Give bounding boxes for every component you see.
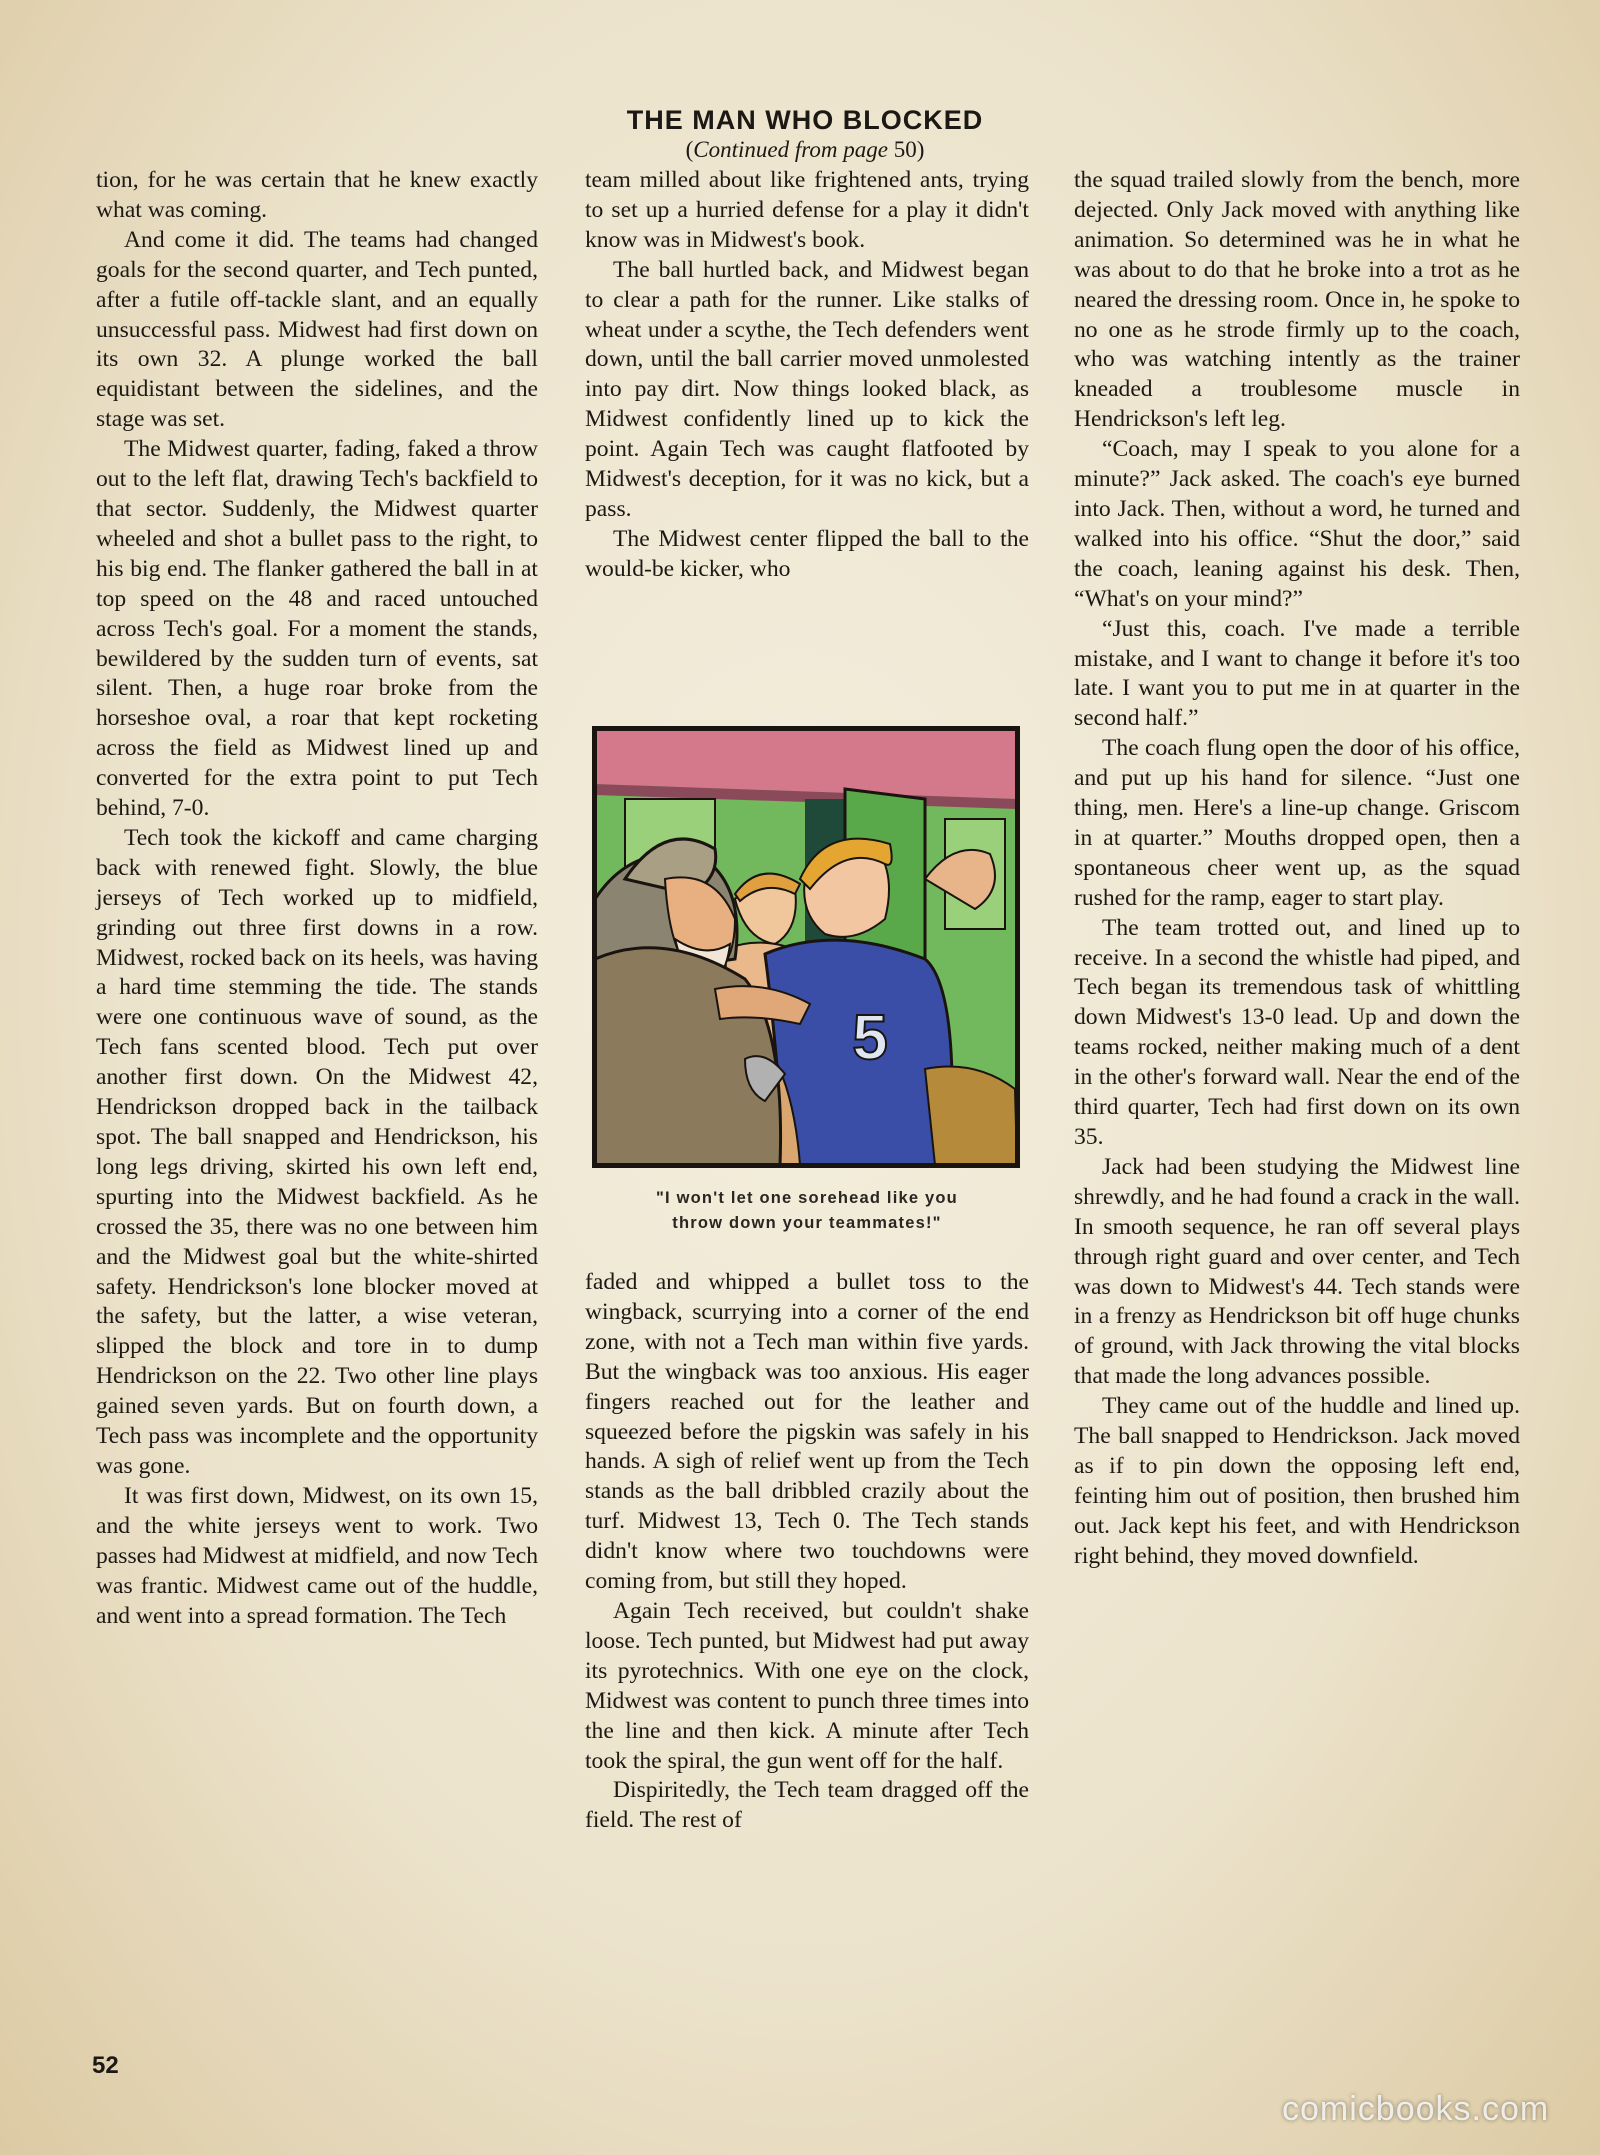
illustration-caption	[585, 1186, 1029, 1236]
paragraph: Tech took the kickoff and came charging back with renewed fight. Slowly, the blue jerseys of Tech worked up to midfield, grinding out three first downs in a row. Midwest, rocked back on its heels, was having a hard time stemming the tide. The stands were one continuous wave of sound, as the Tech fans scented blood. Tech put over another first down. On the Midwest 42, Hendrickson dropped back in the tailback spot. The ball snapped and Hendrickson, his long legs driving, skirted his own left end, spurting into the Midwest backfield. As he crossed the 35, there was no one between him and the Midwest goal but the white-shirted safety. Hendrickson's lone blocker moved at the safety, but the latter, a wise veteran, slipped the block and tore in to dump Hendrickson on the 22. Two other line plays gained seven yards. But on fourth down, a Tech pass was incomplete and the opportunity was gone.	[96, 824, 538, 1479]
text-column-right	[1074, 166, 1520, 1572]
text-column-middle-bottom	[585, 1268, 1029, 1836]
caption-line-1: "I won't let one sorehead like you	[656, 1189, 958, 1207]
paragraph: Dispiritedly, the Tech team dragged off the field. The rest of	[585, 1777, 1029, 1834]
article-title: THE MAN WHO BLOCKED	[626, 105, 984, 135]
illustration-art	[595, 729, 1017, 1165]
paragraph: The team trotted out, and lined up to receive. In a second the whistle had piped, and Tech began its tremendous task of whittling down Midwest's 13-0 lead. Up and down the teams rocked, neither making much of a dent in the other's forward wall. Near the end of the third quarter, Tech had first down on its own 35.	[1074, 914, 1520, 1150]
paragraph: They came out of the huddle and lined up. The ball snapped to Hendrickson. Jack moved as if to pin down the opposing left end, feinting him out of position, then brushed him out. Jack kept his feet, and with Hendrickson right behind, they moved downfield.	[1074, 1393, 1520, 1569]
continued-page: 50)	[887, 137, 925, 162]
paragraph: Again Tech received, but couldn't shake loose. Tech punted, but Midwest had put away its pyrotechnics. With one eye on the clock, Midwest was content to punch three times into the line and then kick. A minute after Tech took the spiral, the gun went off for the half.	[585, 1597, 1029, 1774]
caption-line-2: throw down your teammates!"	[672, 1214, 942, 1232]
continued-label: Continued from page	[693, 137, 888, 162]
paragraph: And come it did. The teams had changed goals for the second quarter, and Tech punted, after a futile off-tackle slant, and an equally unsuccessful pass. Midwest had first down on its own 32. A plunge worked the ball equidistant between the sidelines, and the stage was set.	[96, 226, 538, 433]
text-column-left	[96, 166, 538, 1631]
paragraph: The coach flung open the door of his office, and put up his hand for silence. “Just one thing, men. Here's a line-up change. Griscom in at quarter.” Mouths dropped open, then a spontaneous cheer went up, as the squad rushed for the ramp, eager to start play.	[1074, 735, 1520, 911]
paragraph: “Coach, may I speak to you alone for a minute?” Jack asked. The coach's eye burned into Jack. Then, without a word, he turned and walked into his office. “Shut the door,” said the coach, leaning against his desk. Then, “What's on your mind?”	[1074, 436, 1520, 612]
paragraph: The Midwest center flipped the ball to the would-be kicker, who	[585, 525, 1029, 582]
paragraph: It was first down, Midwest, on its own 15, and the white jerseys went to work. Two passes had Midwest at midfield, and now Tech was frantic. Midwest came out of the huddle, and went into a spread formation. The Tech	[96, 1482, 538, 1629]
paragraph: The ball hurtled back, and Midwest began to clear a path for the runner. Like stalks of wheat under a scythe, the Tech defenders went down, until the ball carrier moved unmolested into pay dirt. Now things looked black, as Midwest confidently lined up to kick the point. Again Tech was caught flatfooted by Midwest's deception, for it was no kick, but a pass.	[585, 256, 1029, 522]
text-column-middle-top	[585, 166, 1029, 585]
continued-open: (	[685, 137, 694, 162]
paragraph: Jack had been studying the Midwest line shrewdly, and he had found a crack in the wall. In smooth sequence, he ran off several plays through right guard and over center, and Tech was down to Midwest's 44. Tech stands were in a frenzy as Hendrickson bit off huge chunks of ground, with Jack throwing the vital blocks that made the long advances possible.	[1074, 1153, 1520, 1390]
paragraph: tion, for he was certain that he knew exactly what was coming.	[96, 167, 538, 223]
paragraph: team milled about like frightened ants, trying to set up a hurried defense for a play it didn't know was in Midwest's book.	[585, 167, 1029, 253]
page-number: 52	[92, 2052, 119, 2079]
jersey-number: 5	[852, 1001, 888, 1073]
watermark: comicbooks.com	[1282, 2090, 1550, 2128]
story-illustration	[592, 726, 1020, 1168]
paragraph: “Just this, coach. I've made a terrible mistake, and I want to change it before it's too late. I want you to put me in at quarter in the second half.”	[1074, 615, 1520, 732]
article-header	[560, 104, 1050, 164]
paragraph: faded and whipped a bullet toss to the wingback, scurrying into a corner of the end zone, with not a Tech man within five yards. But the wingback was too anxious. His eager fingers reached out for the leather and squeezed before the pigskin was safely in his hands. A sigh of relief went up from the Tech stands as the ball dribbled crazily about the turf. Midwest 13, Tech 0. The Tech stands didn't know where two touchdowns were coming from, but still they hoped.	[585, 1269, 1029, 1595]
paragraph: The Midwest quarter, fading, faked a throw out to the left flat, drawing Tech's backfield to that sector. Suddenly, the Midwest quarter wheeled and shot a bullet pass to the right, to his big end. The flanker gathered the ball in at top speed on the 48 and raced untouched across Tech's goal. For a moment the stands, bewildered by the sudden turn of events, sat silent. Then, a huge roar broke from the horseshoe oval, a roar that kept rocketing across the field as Midwest lined up and converted for the extra point to put Tech behind, 7-0.	[96, 436, 538, 822]
paragraph: the squad trailed slowly from the bench, more dejected. Only Jack moved with anything like animation. So determined was he in what he was about to do that he broke into a trot as he neared the dressing room. Once in, he spoke to no one as he strode firmly up to the coach, who was watching intently as the trainer kneaded a troublesome muscle in Hendrickson's left leg.	[1074, 167, 1520, 433]
continued-note	[560, 136, 1050, 164]
